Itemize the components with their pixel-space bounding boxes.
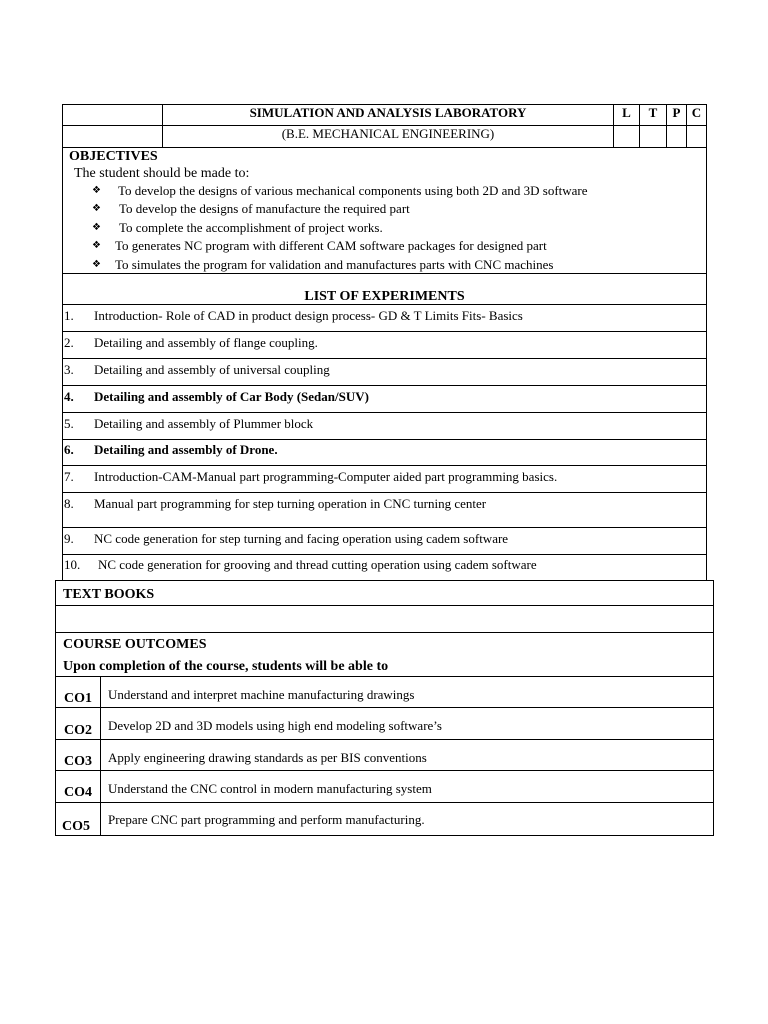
experiment-number: 10. bbox=[64, 557, 81, 572]
objective-item: To develop the designs of manufacture the required part bbox=[119, 201, 410, 216]
outcome-text: Apply engineering drawing standards as per BIS conventions bbox=[108, 750, 427, 765]
experiment-text: NC code generation for grooving and thread cutting operation using cadem software bbox=[98, 557, 537, 572]
text-books-heading: TEXT BOOKS bbox=[63, 587, 155, 602]
bullet-icon: ❖ bbox=[92, 259, 101, 270]
outcome-code: CO4 bbox=[64, 785, 92, 800]
credit-label-p: P bbox=[672, 105, 681, 120]
experiment-number: 1. bbox=[64, 308, 74, 323]
experiment-number: 6. bbox=[64, 442, 74, 457]
experiment-number: 4. bbox=[64, 389, 74, 404]
objectives-intro: The student should be made to: bbox=[74, 166, 250, 181]
objectives-heading: OBJECTIVES bbox=[69, 149, 158, 164]
course-outcomes-intro: Upon completion of the course, students will be able to bbox=[63, 659, 389, 674]
bullet-icon: ❖ bbox=[92, 240, 101, 251]
experiment-number: 2. bbox=[64, 335, 74, 350]
experiments-heading: LIST OF EXPERIMENTS bbox=[304, 289, 465, 304]
outcome-text: Prepare CNC part programming and perform manufacturing. bbox=[108, 812, 425, 827]
objective-item: To complete the accomplishment of project works. bbox=[119, 220, 383, 235]
experiment-text: Detailing and assembly of Plummer block bbox=[94, 416, 314, 431]
course-title: SIMULATION AND ANALYSIS LABORATORY bbox=[249, 105, 527, 120]
bullet-icon: ❖ bbox=[92, 203, 101, 214]
outcome-code: CO3 bbox=[64, 754, 92, 769]
experiment-text: Introduction- Role of CAD in product design process- GD & T Limits Fits- Basics bbox=[94, 308, 523, 323]
experiment-text: Introduction-CAM-Manual part programming-Computer aided part programming basics. bbox=[94, 469, 558, 484]
objective-item: To generates NC program with different CAM software packages for designed part bbox=[115, 238, 547, 253]
experiment-number: 8. bbox=[64, 496, 74, 511]
outcome-text: Understand and interpret machine manufacturing drawings bbox=[108, 687, 415, 702]
credit-label-c: C bbox=[691, 105, 702, 120]
experiment-number: 3. bbox=[64, 362, 74, 377]
outcomes-table bbox=[55, 580, 714, 836]
course-outcomes-heading: COURSE OUTCOMES bbox=[63, 637, 207, 652]
outcome-code: CO5 bbox=[62, 819, 90, 834]
credit-label-t: T bbox=[648, 105, 658, 120]
credit-label-l: L bbox=[622, 105, 631, 120]
experiment-number: 9. bbox=[64, 531, 74, 546]
objective-item: To simulates the program for validation and manufactures parts with CNC machines bbox=[115, 257, 554, 272]
outcome-text: Develop 2D and 3D models using high end modeling software’s bbox=[108, 718, 442, 733]
outcome-code: CO1 bbox=[64, 691, 92, 706]
bullet-icon: ❖ bbox=[92, 222, 101, 233]
course-subtitle: (B.E. MECHANICAL ENGINEERING) bbox=[281, 126, 495, 141]
experiment-text: Detailing and assembly of Drone. bbox=[94, 442, 278, 457]
experiment-number: 5. bbox=[64, 416, 74, 431]
experiment-text: Detailing and assembly of flange coupling. bbox=[94, 335, 318, 350]
experiment-text: NC code generation for step turning and facing operation using cadem software bbox=[94, 531, 509, 546]
experiment-text: Manual part programming for step turning operation in CNC turning center bbox=[94, 496, 487, 511]
bullet-icon: ❖ bbox=[92, 185, 101, 196]
outcome-text: Understand the CNC control in modern manufacturing system bbox=[108, 781, 432, 796]
experiment-number: 7. bbox=[64, 469, 74, 484]
objective-item: To develop the designs of various mechanical components using both 2D and 3D software bbox=[118, 183, 588, 198]
experiment-text: Detailing and assembly of universal coupling bbox=[94, 362, 330, 377]
experiment-text: Detailing and assembly of Car Body (Sedan/SUV) bbox=[94, 389, 369, 404]
outcome-code: CO2 bbox=[64, 723, 92, 738]
